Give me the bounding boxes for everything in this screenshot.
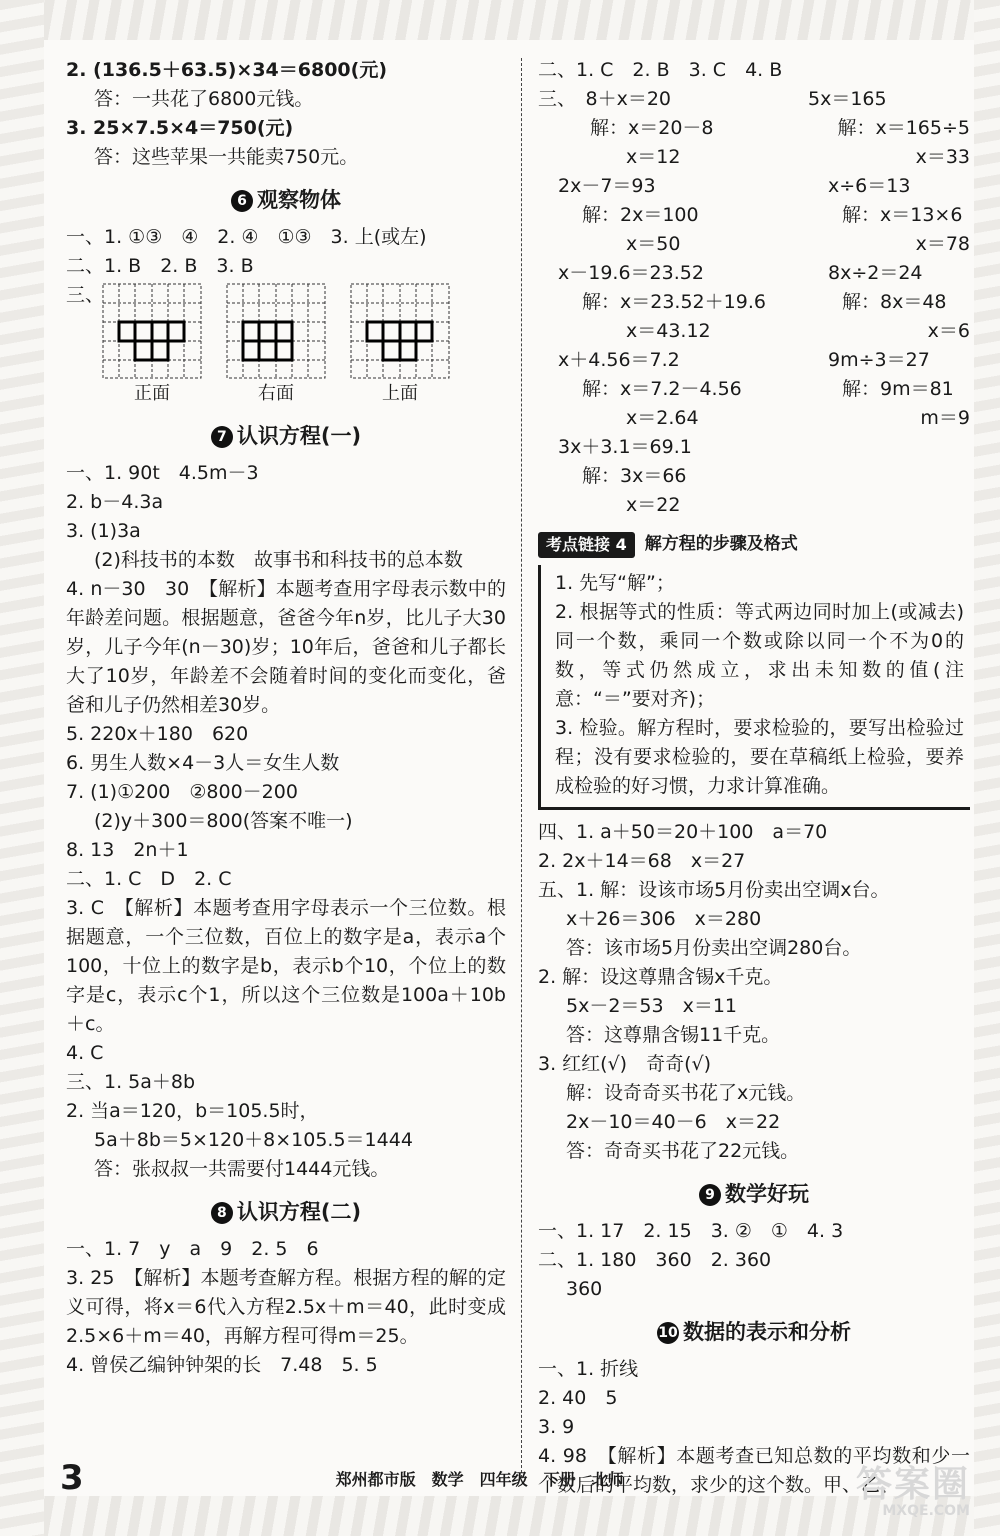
scalloped-border-left [0, 0, 44, 1536]
equation-row [538, 288, 970, 317]
answer-line: 二、1. B 2. B 3. B [66, 255, 254, 277]
answer-line: 2. 40 5 [538, 1387, 618, 1409]
section-title: 数据的表示和分析 [683, 1320, 851, 1344]
equation-left: x＝50 [626, 233, 681, 255]
equation-left: x－19.6＝23.52 [558, 262, 704, 284]
equation-right: x＝6 [927, 320, 970, 342]
equation-row [538, 143, 970, 172]
equation-left: 2x－7＝93 [558, 175, 656, 197]
equation-left: 解：2x＝100 [582, 204, 699, 226]
answer-line: 二、1. 180 360 2. 360 [538, 1249, 772, 1271]
section-heading-10 [538, 1318, 970, 1347]
view-front [102, 283, 202, 408]
answer-line: 四、1. a＋50＝20＋100 a＝70 [538, 821, 828, 843]
answer-line: 2. 解：设这尊鼎含锡x千克。 [538, 966, 783, 988]
equation-row [538, 375, 970, 404]
answer-line: 二、1. C 2. B 3. C 4. B [538, 59, 783, 81]
equation-grid [538, 85, 970, 520]
answer-line: 4. C [66, 1042, 104, 1064]
answer-line: 7. (1)①200 ②800－200 [66, 781, 298, 803]
equation-left: x＋4.56＝7.2 [558, 349, 680, 371]
answer-line: (2)科技书的本数 故事书和科技书的总本数 [94, 549, 463, 571]
answer-line: 5a＋8b＝5×120＋8×105.5＝1444 [94, 1129, 413, 1151]
scalloped-border-top [0, 0, 1000, 40]
key-point-item: 1. 先写“解”； [555, 572, 675, 594]
equation-left: 解：x＝7.2－4.56 [582, 378, 742, 400]
equation-right: x＝78 [915, 233, 970, 255]
section-title: 数学好玩 [725, 1182, 809, 1206]
equation-right: 5x＝165 [808, 88, 887, 110]
answer-paragraph: 3. 25 【解析】本题考查解方程。根据方程的解的定义可得，将x＝6代入方程2.5x＋m＝40，此时变成2.5×6＋m＝40，再解方程可得m＝25。 [66, 1267, 506, 1347]
answer-line: 二、1. C D 2. C [66, 868, 232, 890]
answer-line: 答：奇奇买书花了22元钱。 [566, 1140, 800, 1162]
equation-row [538, 346, 970, 375]
section-number-badge: 8 [211, 1202, 233, 1224]
equation-row [538, 230, 970, 259]
equation-right: 解：8x＝48 [842, 291, 947, 313]
answer-line: 360 [566, 1278, 603, 1300]
equation-row [538, 201, 970, 230]
equation-row [538, 462, 970, 491]
equation-right [812, 462, 852, 491]
equation-left: 解：x＝20－8 [590, 117, 714, 139]
answer-line: 2. b－4.3a [66, 491, 164, 513]
answer-line: 三、1. 5a＋8b [66, 1071, 196, 1093]
section-title: 认识方程(二) [236, 1200, 362, 1224]
column-divider [521, 58, 522, 1478]
section-number-badge: 6 [231, 190, 253, 212]
equation-row [538, 404, 970, 433]
equation-right: 解：x＝165÷5 [837, 117, 970, 139]
view-grids [66, 283, 506, 408]
grid-right-diagram [226, 283, 326, 379]
equation-right [788, 433, 828, 462]
answer-line: 答：一共花了6800元钱。 [94, 88, 314, 110]
equation-right: 8x÷2＝24 [828, 262, 923, 284]
key-point-title: 解方程的步骤及格式 [644, 534, 798, 554]
answer-line: 一、1. 17 2. 15 3. ② ① 4. 3 [538, 1220, 844, 1242]
key-point-header [538, 530, 970, 559]
equation-row [538, 172, 970, 201]
key-point-item: 2. 根据等式的性质：等式两边同时加上(或减去)同一个数，乘同一个数或除以同一个不为0的数，等式仍然成立，求出未知数的值(注意：“＝”要对齐)； [555, 601, 964, 710]
view-label: 右面 [258, 383, 294, 404]
right-column [538, 56, 970, 1500]
section-heading-7 [66, 422, 506, 451]
watermark-url: MXQE.COM [882, 1503, 970, 1519]
answer-line: x＋26＝306 x＝280 [566, 908, 762, 930]
answer-line: 答：这尊鼎含锡11千克。 [566, 1024, 781, 1046]
equation-left: x＝12 [626, 146, 681, 168]
equation-right: 9m÷3＝27 [828, 349, 930, 371]
section-number-badge: 10 [657, 1322, 679, 1344]
section-title: 观察物体 [257, 188, 341, 212]
view-right [226, 283, 326, 408]
page-footer [60, 1458, 960, 1498]
section-number-badge: 7 [211, 426, 233, 448]
equation-row [538, 114, 970, 143]
scalloped-border-right [974, 0, 1000, 1536]
equation-row [538, 433, 970, 462]
answer-line: 4. 曾侯乙编钟钟架的长 7.48 5. 5 [66, 1354, 378, 1376]
section-heading-9 [538, 1180, 970, 1209]
grid-top-diagram [350, 283, 450, 379]
equation-row [538, 317, 970, 346]
answer-paragraph: 4. 98 【解析】本题考查已知总数的平均数和少一个数后的平均数，求少的这个数。甲、乙、 [538, 1445, 970, 1496]
answer-line: 五、1. 解：设该市场5月份卖出空调x台。 [538, 879, 890, 901]
equation-left: 解：x＝23.52＋19.6 [582, 291, 766, 313]
answer-line: (2)y＋300＝800(答案不唯一) [94, 810, 353, 832]
view-label: 上面 [382, 383, 418, 404]
grid-front-diagram [102, 283, 202, 379]
answer-line: 6. 男生人数×4－3人＝女生人数 [66, 752, 340, 774]
footer-edition-text: 郑州都市版 数学 四年级 下册 北师 [335, 1469, 624, 1489]
equation-right: x÷6＝13 [828, 175, 911, 197]
answer-line: 8. 13 2n＋1 [66, 839, 189, 861]
key-point-item: 3. 检验。解方程时，要求检验的，要写出检验过程；没有要求检验的，要在草稿纸上检验，要养成检验的好习惯，力求计算准确。 [555, 717, 964, 797]
answer-line: 解：设奇奇买书花了x元钱。 [566, 1082, 806, 1104]
section-number-badge: 9 [699, 1184, 721, 1206]
equation-right [856, 491, 896, 520]
equation-row [538, 491, 970, 520]
equation-left: 解：3x＝66 [582, 465, 687, 487]
view-label: 正面 [134, 383, 170, 404]
section-heading-6 [66, 186, 506, 215]
equation-right: m＝9 [920, 407, 970, 429]
answer-line: 答：这些苹果一共能卖750元。 [94, 146, 359, 168]
equation-row [538, 85, 970, 114]
section-title: 认识方程(一) [236, 424, 362, 448]
watermark-logo [830, 1456, 970, 1518]
watermark-text: 答案圈 [855, 1464, 970, 1505]
key-point-tag: 考点链接 4 [538, 532, 635, 558]
answer-line: 答：张叔叔一共需要付1444元钱。 [94, 1158, 390, 1180]
equation-left: x＝22 [626, 494, 681, 516]
answer-line: 一、1. 折线 [538, 1358, 639, 1380]
answer-line: 3. 红红(√) 奇奇(√) [538, 1053, 712, 1075]
answer-line: 3. (1)3a [66, 520, 141, 542]
equation-right: 解：9m＝81 [842, 378, 954, 400]
answer-line: 2. 当a＝120，b＝105.5时， [66, 1100, 319, 1122]
answer-line: 2. (136.5＋63.5)×34＝6800(元) [66, 59, 388, 81]
answer-line: 3. 9 [538, 1416, 575, 1438]
left-column: 2. (136.5＋63.5)×34＝6800(元) 答：一共花了6800元钱。 3. 25×7.5×4＝750(元) 答：这些苹果一共能卖750元。 6 观察物体 一、1. ①③ ④ 2. ④ ①③ 3. 上(或左) 二、1. B 2. B 3. B 三、 正面 右面 上面 7 认识方程(一) 一、1. 90t 4.5m－3 2. b－4.3a 3. (1)3a (2)科技书的本数 故事书和科技书的总本数 4. n－30 30 【解析】本题考查用字母表示数中的年龄差问题。根据题意，爸爸今年n岁，比儿子大30岁，儿子今年(n－30)岁；10年后，爸爸和儿子都长大了10岁，年龄差不会随着时间的变化而变化，爸爸和儿子仍然相差30岁。 5. 220x＋180 620 6. 男生人数×4－3人＝女生人数 7. (1)①200 ②800－200 (2)y＋300＝800(答案不唯一) 8. 13 2n＋1 二、1. C D 2. C 3. C 【解析】本题考查用字母表示一个三位数。根据题意，一个三位数，百位上的数字是a，表示a个100，十位上的数字是b，表示b个10，个位上的数字是c，表示c个1，所以这个三位数是100a＋10b＋c。 4. C 三、1. 5a＋8b 2. 当a＝120，b＝105.5时， 5a＋8b＝5×120＋8×105.5＝1444 答：张叔叔一共需要付1444元钱。 8 认识方程(二) 一、1. 7 y a 9 2. 5 6 3. 25 【解析】本题考查解方程。根据方程的解的定义可得，将x＝6代入方程2.5x＋m＝40，此时变成2.5×6＋m＝40，再解方程可得m＝25。 4. 曾侯乙编钟钟架的长 7.48 5. 5 [66, 56, 506, 1380]
equation-left: x＝2.64 [626, 407, 699, 429]
answer-line: 2x－10＝40－6 x＝22 [566, 1111, 781, 1133]
view-top [350, 283, 450, 408]
answer-line: 5. 220x＋180 620 [66, 723, 249, 745]
key-point-box [538, 565, 970, 810]
answer-line: 2. 2x＋14＝68 x＝27 [538, 850, 746, 872]
answer-line: 答：该市场5月份卖出空调280台。 [566, 937, 862, 959]
equation-right: x＝33 [915, 146, 970, 168]
equation-row [538, 259, 970, 288]
section-heading-8 [66, 1198, 506, 1227]
answer-line: 5x－2＝53 x＝11 [566, 995, 738, 1017]
answer-line: 一、1. ①③ ④ 2. ④ ①③ 3. 上(或左) [66, 226, 427, 248]
equation-left: 三、 8＋x＝20 [538, 88, 672, 110]
page-number: 3 [60, 1458, 84, 1498]
answer-line: 3. 25×7.5×4＝750(元) [66, 117, 294, 139]
equation-left: x＝43.12 [626, 320, 711, 342]
equation-right: 解：x＝13×6 [842, 204, 963, 226]
answer-paragraph: 4. n－30 30 【解析】本题考查用字母表示数中的年龄差问题。根据题意，爸爸今年n岁，比儿子大30岁，儿子今年(n－30)岁；10年后，爸爸和儿子都长大了10岁，年龄差不会随着时间的变化而变化，爸爸和儿子仍然相差30岁。 [66, 578, 506, 716]
answer-line: 一、1. 7 y a 9 2. 5 6 [66, 1238, 319, 1260]
answer-paragraph: 3. C 【解析】本题考查用字母表示一个三位数。根据题意，一个三位数，百位上的数字是a，表示a个100，十位上的数字是b，表示b个10，个位上的数字是c，表示c个1，所以这个三位数是100a＋10b＋c。 [66, 897, 506, 1035]
equation-left: 3x＋3.1＝69.1 [558, 436, 692, 458]
answer-line: 一、1. 90t 4.5m－3 [66, 462, 259, 484]
